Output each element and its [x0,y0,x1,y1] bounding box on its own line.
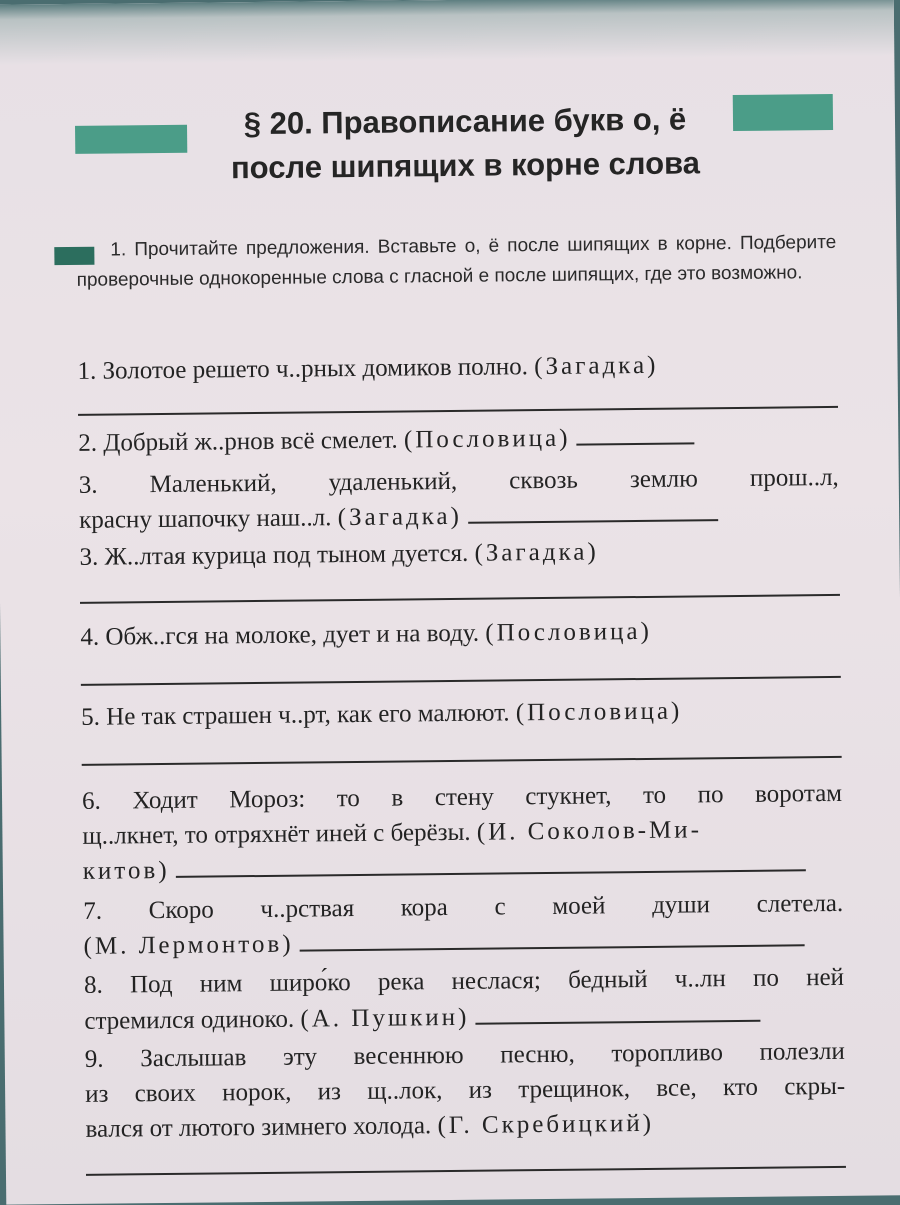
sentence-source: (Загадка) [534,351,659,381]
sentence-source: китов) [82,856,170,885]
sentence-text: Не так страшен ч..рт, как его малюют. [106,699,510,731]
sentence-text: красну шапочку наш..л. [79,504,332,534]
item-number: 4. [80,623,100,651]
page-edge-shadow [0,0,894,65]
item-number: 3. [79,543,99,571]
item-number: 9. [84,1045,104,1073]
answer-line-2[interactable] [577,442,695,445]
sentence-source: (Загадка) [337,502,463,532]
heading-bar-right [733,94,833,131]
sentence-text: Обж..гся на молоке, дует и на воду. [105,619,480,651]
sentence-text: Заслышав эту весеннюю песню, торопливо полезли [140,1037,845,1073]
sentence-text: стремился одиноко. [84,1005,295,1035]
sentence-text: Золотое решето ч..рных домиков полно. [102,353,529,385]
answer-line-4[interactable] [81,676,841,686]
exercise-instruction: 1. Прочитайте предложения. Вставьте о, ё после шипящих в корне. Подберите проверочные однокоренные слова с гласной е после шипящих, где это возможно. [76,231,837,291]
sentence-7-line1 [83,890,843,926]
item-number: 3. [78,471,98,499]
sentence-source: (Пословица) [485,617,653,647]
sentence-9-line2 [85,1073,845,1109]
section-heading [205,97,726,190]
answer-line-8[interactable] [476,1020,761,1025]
sentence-source: (А. Пушкин) [300,1003,470,1033]
sentence-2 [78,422,838,458]
item-number: 5. [81,703,101,731]
sentence-source: (Пословица) [515,697,683,727]
sentence-5 [81,696,841,732]
sentence-4 [80,616,840,652]
sentence-6-line1 [82,780,842,816]
item-number: 8. [83,971,103,999]
sentence-text: вался от лютого зимнего холода. [85,1112,432,1143]
answer-line-7[interactable] [300,944,805,951]
sentence-text: из своих норок, из щ..лок, из трещинок, все, кто скры- [85,1072,846,1108]
sentence-text: Ж..лтая курица под тыном дуется. [104,539,469,571]
answer-line-3b[interactable] [80,594,840,604]
item-number: 1. [77,357,97,385]
sentence-source: (М. Лермонтов) [83,930,294,960]
sentence-source: (Пословица) [403,424,571,454]
answer-line-6[interactable] [176,869,806,878]
sentence-9-line3 [85,1108,845,1144]
sentence-8-line1 [84,964,844,1000]
sentence-text: Ходит Мороз: то в стену стукнет, то по воротам [132,779,843,815]
sentence-text: щ..лкнет, то отряхнёт иней с берёзы. [82,818,471,850]
sentence-9-line1 [85,1038,845,1074]
sentence-3b [79,536,839,572]
answer-line-1[interactable] [78,406,838,416]
sentence-7-line2 [83,925,843,961]
answer-line-3a[interactable] [468,519,718,524]
sentence-source: (И. Соколов-Ми- [476,816,703,846]
sentence-6-line3 [83,850,843,886]
answer-line-5[interactable] [82,756,842,766]
sentence-3a-line1 [79,464,839,500]
sentence-text: Добрый ж..рнов всё смелет. [103,426,398,457]
sentence-text: Маленький, удаленький, сквозь землю прош..л, [149,463,839,499]
sentence-1 [77,350,837,386]
item-number: 7. [83,897,103,925]
sentence-source: (Г. Скребицкий) [437,1109,655,1140]
sentence-6-line2 [82,815,842,851]
sentence-text: Под ним широ́ко река неслася; бедный ч..лн по ней [129,963,845,999]
item-number: 2. [78,429,98,457]
sentence-source: (Загадка) [474,538,599,567]
heading-bar-left [75,125,187,154]
item-number: 6. [81,787,101,815]
sentence-text: Скоро ч..рствая кора с моей души слетела. [148,889,844,925]
answer-line-9[interactable] [86,1166,846,1176]
section-title-line1: § 20. Правописание букв о, ё [243,101,687,142]
sentence-3a-line2 [79,499,839,535]
sentence-8-line2 [84,1000,844,1036]
section-title-line2: после шипящих в корне слова [230,145,701,186]
